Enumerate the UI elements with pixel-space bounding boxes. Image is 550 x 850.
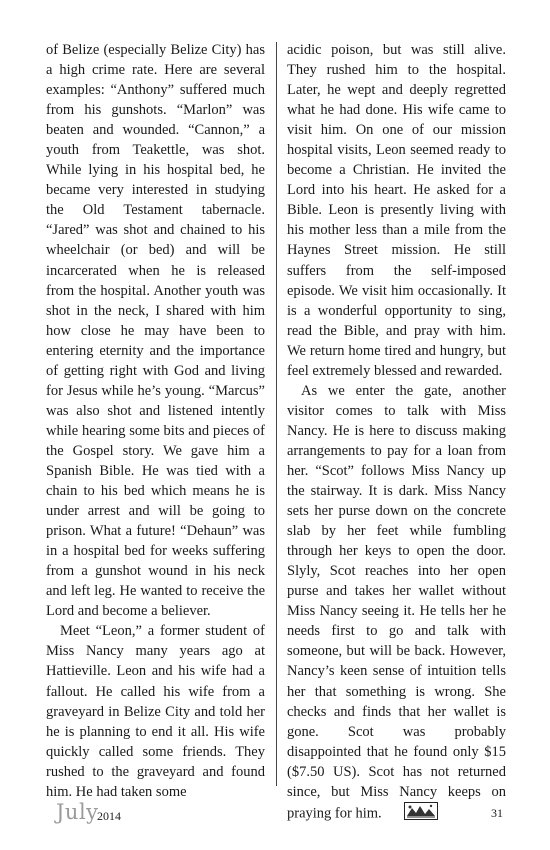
footer-year: 2014 [97, 809, 121, 823]
paragraph: Meet “Leon,” a former student of Miss Nancy many years ago at Hattieville. Leon and his wife had a fallout. He called his wife from a graveyard in Belize City and told her he is planning to end it all. His wife quickly called some friends. They rushed to the graveyard and found him. He had taken some [46, 623, 265, 800]
column-divider [276, 42, 277, 786]
footer-month: July [56, 800, 99, 824]
mission-logo-icon [390, 802, 438, 826]
page-number: 31 [491, 806, 503, 820]
paragraph: of Belize (especially Belize City) has a high crime rate. Here are several examples: “Anthony” suffered much from his gunshots. “Marlon” was beaten and wounded. “Cannon,” a youth from Teakettle, was shot. While lying in his hospital bed, he became very interested in studying the Old Testament tabernacle. “Jared” was shot and chained to his wheelchair (or bed) and will be incarcerated when he is released from the hospital. Another youth was shot in the neck, I shared with him how close he may have been to entering eternity and the importance of getting right with God and living for Jesus while he’s young. “Marcus” was also shot and listened intently while hearing some bits and pieces of the Gospel story. We gave him a Spanish Bible. He was tied with a chain to his bed which means he is under arrest and will be going to prison. What a future! “Dehaun” was in a hospital bed for weeks suffering from a gunshot wound in his neck and left leg. He wanted to receive the Lord and become a believer. [46, 42, 265, 620]
paragraph: As we enter the gate, another visitor comes to talk with Miss Nancy. He is here to discuss making arrangements to pay for a loan from her. “Scot” follows Miss Nancy up the stairway. It is dark. Miss Nancy sets her purse down on the concrete slab by her feet while fumbling through her keys to open the door. Slyly, Scot reaches into her open purse and takes her wallet without Miss Nancy seeing it. He tells her he needs first to go and talk with someone, but will be back. However, Nancy’s keen sense of intuition tells her that something is wrong. She checks and finds that her wallet is gone. Scot was probably disappointed that he found only $15 ($7.50 US). Scot has not returned since, but Miss Nancy keeps on praying for him. [287, 382, 506, 822]
right-column [287, 40, 506, 826]
paragraph-with-end-mark [287, 381, 506, 826]
paragraph: acidic poison, but was still alive. They rushed him to the hospital. Later, he wept and deeply regretted what he had done. His wife came to visit him. On one of our mission hospital visits, Leon seemed ready to become a Christian. He invited the Lord into his heart. He asked for a Bible. Leon is presently living with his mother less than a mile from the Haynes Street mission. He still suffers from the self-imposed episode. We visit him occasionally. It is a wonderful opportunity to sing, read the Bible, and pray with him. We return home tired and hungry, but feel extremely blessed and rewarded. [287, 42, 506, 379]
left-column [46, 40, 265, 802]
